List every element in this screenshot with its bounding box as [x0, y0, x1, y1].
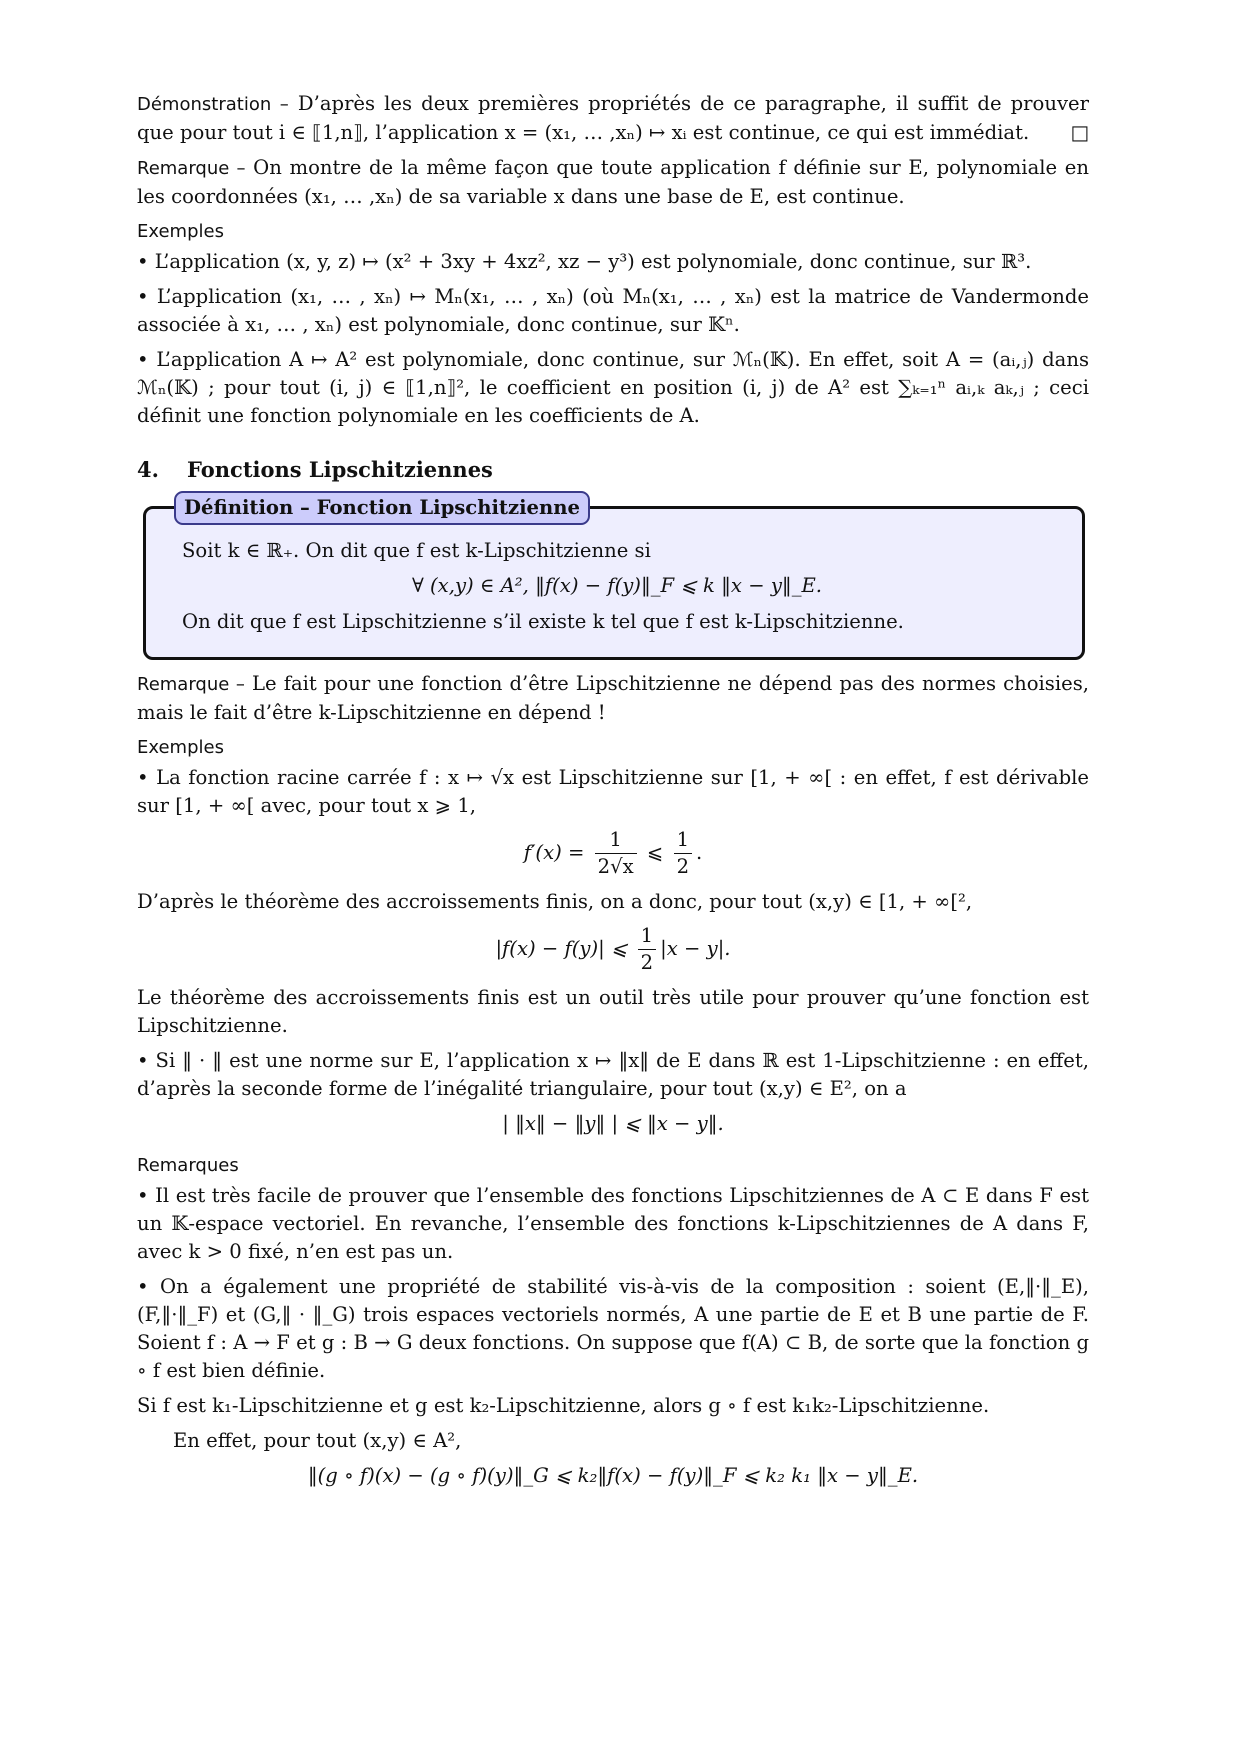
section-heading	[137, 456, 1089, 484]
page-content	[137, 90, 1089, 1498]
remark-text: Le fait pour une fonction d’être Lipschitzienne ne dépend pas des normes choisies, mais le fait d’être k-Lipschitzienne en dépend !	[137, 672, 1089, 724]
examples-heading: Exemples	[137, 221, 224, 242]
section-title: Fonctions Lipschitziennes	[187, 457, 493, 482]
remark-item: • On a également une propriété de stabilité vis-à-vis de la composition : soient (E,‖·‖_E), (F,‖·‖_F) et (G,‖ · ‖_G) trois espaces vectoriels normés, A une partie de E et B une partie de F. Soient f : A → F et g : B → G deux fonctions. On suppose que f(A) ⊂ B, de sorte que la fonction g ∘ f est bien définie.	[137, 1275, 1089, 1382]
remark-label: Remarque –	[137, 158, 246, 179]
definition-line: On dit que f est Lipschitzienne s’il existe k tel que f est k-Lipschitzienne.	[182, 610, 904, 633]
formula-lhs: |f(x) − f(y)| ⩽	[495, 937, 628, 960]
fraction: $\frac{1}{2}$	[638, 923, 656, 976]
definition-box	[143, 496, 1085, 660]
composition-formula: ‖(g ∘ f)(x) − (g ∘ f)(y)‖_G ⩽ k₂‖f(x) − f(y)‖_F ⩽ k₂ k₁ ‖x − y‖_E.	[307, 1464, 919, 1487]
remark-paragraph	[137, 670, 1089, 727]
section-number: 4.	[137, 457, 159, 482]
body-text: Le théorème des accroissements finis est un outil très utile pour prouver qu’une fonction est Lipschitzienne.	[137, 986, 1089, 1037]
example-item: • La fonction racine carrée f : x ↦ √x est Lipschitzienne sur [1, + ∞[ : en effet, f est dérivable sur [1, + ∞[ avec, pour tout x ⩾ 1,	[137, 766, 1089, 817]
remarks-heading: Remarques	[137, 1155, 239, 1176]
triangle-inequality-formula: | ‖x‖ − ‖y‖ | ⩽ ‖x − y‖.	[502, 1112, 724, 1135]
fraction: $\frac{1}{2√x}$	[595, 827, 637, 880]
formula-rhs: |x − y|.	[660, 937, 731, 960]
qed-symbol: □	[1070, 121, 1089, 144]
remark-text: On montre de la même façon que toute application f définie sur E, polynomiale en les coordonnées (x₁, … ,xₙ) de sa variable x dans une base de E, est continue.	[137, 156, 1089, 208]
demonstration-paragraph	[137, 90, 1089, 147]
example-item: • L’application (x, y, z) ↦ (x² + 3xy + 4xz², xz − y³) est polynomiale, donc continue, sur ℝ³.	[137, 250, 1032, 273]
inequality-formula	[137, 923, 1089, 976]
definition-line: Soit k ∈ ℝ₊. On dit que f est k-Lipschitzienne si	[182, 539, 651, 562]
example-item: • L’application (x₁, … , xₙ) ↦ Mₙ(x₁, … , xₙ) (où Mₙ(x₁, … , xₙ) est la matrice de Vandermonde associée à x₁, … , xₙ) est polynomiale, donc continue, sur 𝕂ⁿ.	[137, 285, 1089, 336]
demonstration-label: Démonstration –	[137, 94, 289, 115]
remark-item: • Il est très facile de prouver que l’ensemble des fonctions Lipschitziennes de A ⊂ E dans F est un 𝕂-espace vectoriel. En revanche, l’ensemble des fonctions k-Lipschitziennes de A dans F, avec k > 0 fixé, n’en est pas un.	[137, 1184, 1089, 1263]
remark-paragraph	[137, 154, 1089, 211]
formula-lhs: f′(x) =	[523, 841, 585, 864]
demonstration-text: D’après les deux premières propriétés de ce paragraphe, il suffit de prouver que pour tout i ∈ ⟦1,n⟧, l’application x = (x₁, … ,xₙ) ↦ xᵢ est continue, ce qui est immédiat.	[137, 92, 1089, 144]
formula-relation: ⩽	[646, 841, 664, 864]
body-text: En effet, pour tout (x,y) ∈ A²,	[173, 1429, 462, 1452]
definition-formula: ∀ (x,y) ∈ A², ‖f(x) − f(y)‖_F ⩽ k ‖x − y‖_E.	[411, 574, 823, 597]
body-text: D’après le théorème des accroissements finis, on a donc, pour tout (x,y) ∈ [1, + ∞[²,	[137, 890, 973, 913]
derivative-formula: f′(x) = $\frac{1}{2√x}$ ⩽ $\frac{1}{2}$ .	[523, 828, 703, 878]
fraction: $\frac{1}{2}$	[674, 827, 692, 880]
example-item: • L’application A ↦ A² est polynomiale, donc continue, sur ℳₙ(𝕂). En effet, soit A = (aᵢ,ⱼ) dans ℳₙ(𝕂) ; pour tout (i, j) ∈ ⟦1,n⟧², le coefficient en position (i, j) de A² est ∑ₖ₌₁ⁿ aᵢ,ₖ aₖ,ⱼ ; ceci définit une fonction polynomiale en les coefficients de A.	[137, 348, 1089, 427]
example-item: • Si ‖ · ‖ est une norme sur E, l’application x ↦ ‖x‖ de E dans ℝ est 1-Lipschitzienne : en effet, d’après la seconde forme de l’inégalité triangulaire, pour tout (x,y) ∈ E², on a	[137, 1049, 1089, 1100]
definition-title: Définition – Fonction Lipschitzienne	[174, 491, 590, 525]
body-text: Si f est k₁-Lipschitzienne et g est k₂-Lipschitzienne, alors g ∘ f est k₁k₂-Lipschitzienne.	[137, 1394, 990, 1417]
examples-heading: Exemples	[137, 737, 224, 758]
remark-label: Remarque –	[137, 674, 245, 695]
